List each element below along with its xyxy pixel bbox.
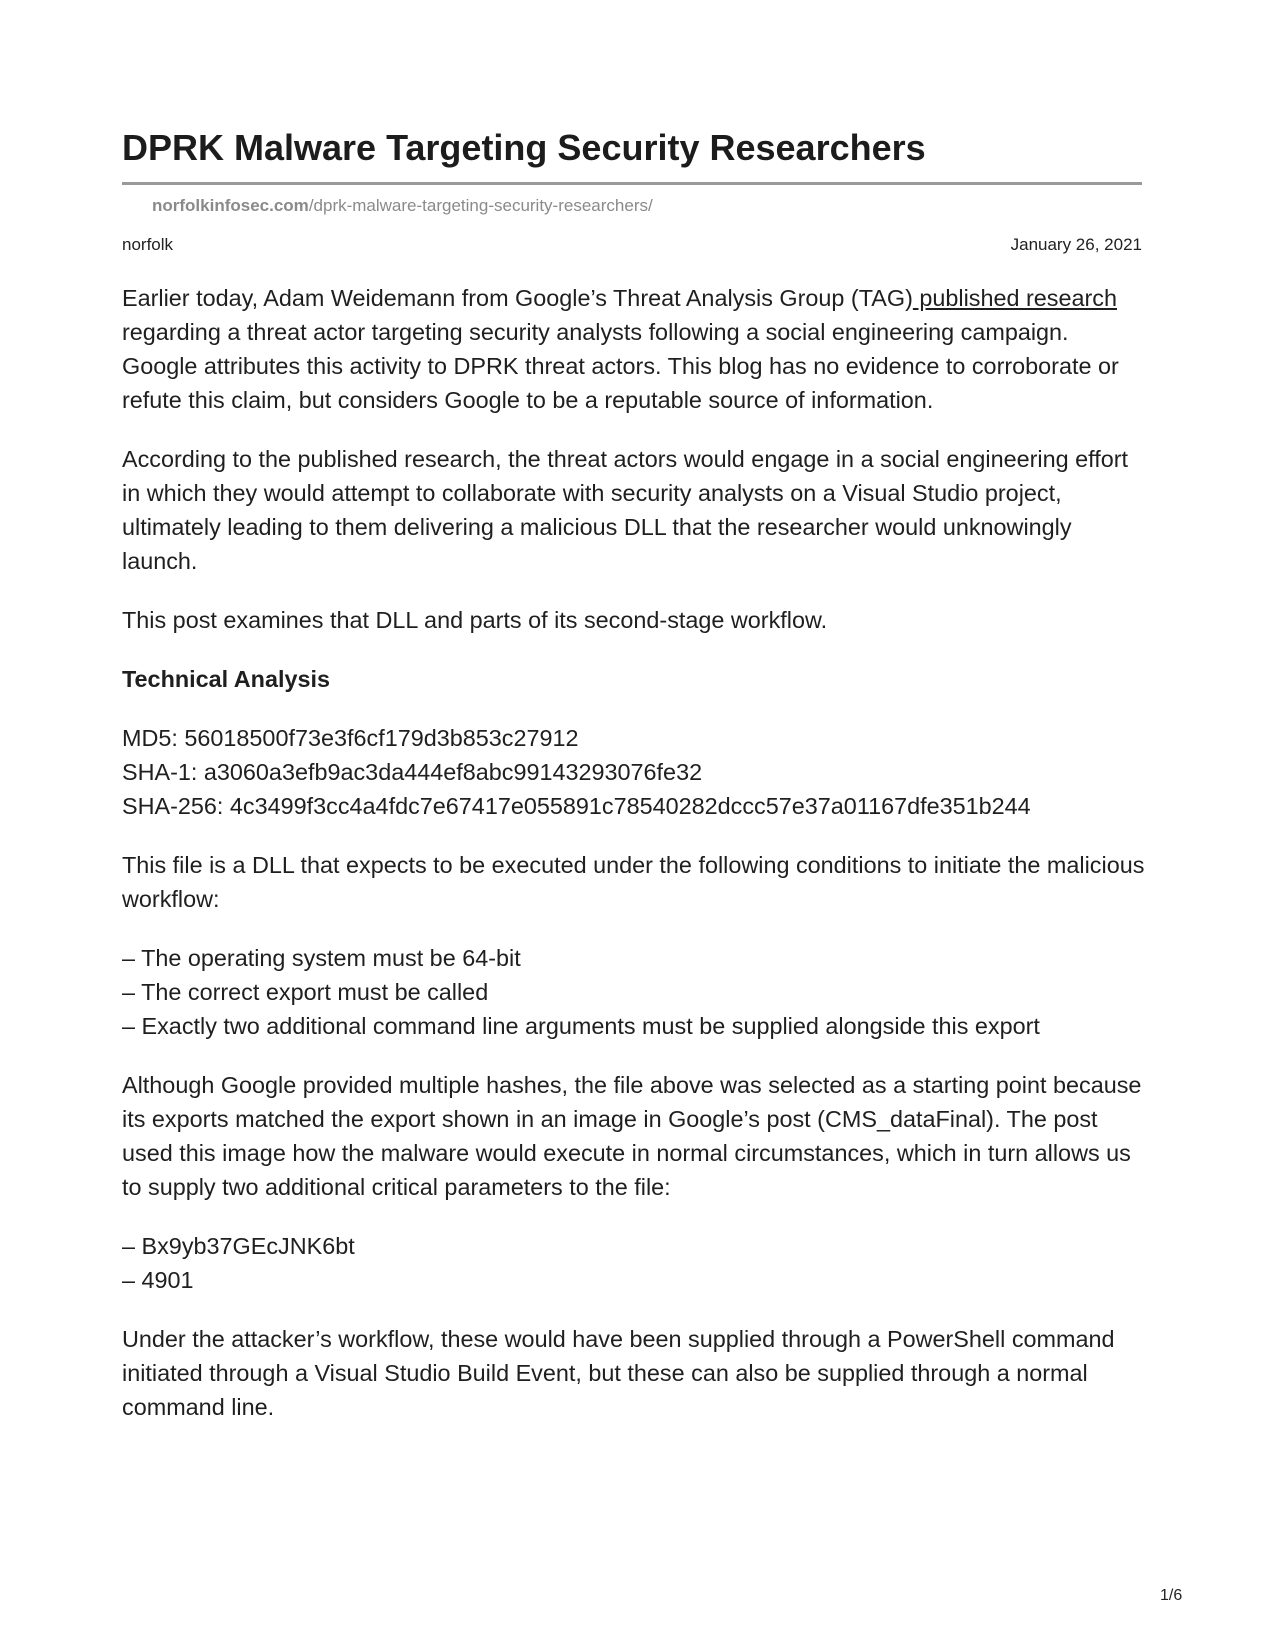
author-name: norfolk [122,235,174,254]
hash-md5: MD5: 56018500f73e3f6cf179d3b853c27912 [122,725,579,751]
paragraph-intro: Earlier today, Adam Weidemann from Google’s Threat Analysis Group (TAG) published research regarding a threat actor targeting security analysts following a social engineering campaign. Google attributes this activity to DPRK threat actors. This blog has no evidence to corroborate or refute this claim, but considers Google to be a reputable source of information. [122,285,1119,413]
paragraph-attacker-workflow: Under the attacker’s workflow, these would have been supplied through a PowerShell command initiated through a Visual Studio Build Event, but these can also be supplied through a normal command line. [122,1326,1115,1420]
parameter-list [122,1229,1147,1297]
condition-item: – The correct export must be called [122,979,489,1005]
hash-sha256: SHA-256: 4c3499f3cc4a4fdc7e67417e055891c78540282dccc57e37a01167dfe351b244 [122,793,1031,819]
hash-sha1: SHA-1: a3060a3efb9ac3da444ef8abc99143293076fe32 [122,759,703,785]
page-number: 1/6 [1160,1587,1183,1604]
title-divider [122,182,1142,185]
source-url-domain: norfolkinfosec.com [152,196,309,215]
parameter-item: – Bx9yb37GEcJNK6bt [122,1233,355,1259]
paragraph-social-engineering: According to the published research, the threat actors would engage in a social engineering effort in which they would attempt to collaborate with security analysts on a Visual Studio project, ultimately leading to them delivering a malicious DLL that the researcher would unknowingly launch. [122,446,1129,574]
published-research-link[interactable]: published research [912,285,1118,311]
article-body [122,281,1147,1449]
paragraph-hash-selection: Although Google provided multiple hashes, the file above was selected as a starting point because its exports matched the export shown in an image in Google’s post (CMS_dataFinal). The post used this image how the malware would execute in normal circumstances, which in turn allows us to supply two additional critical parameters to the file: [122,1072,1142,1200]
condition-item: – Exactly two additional command line arguments must be supplied alongside this export [122,1013,1040,1039]
condition-item: – The operating system must be 64-bit [122,945,521,971]
paragraph-dll-conditions: This file is a DLL that expects to be executed under the following conditions to initiate the malicious workflow: [122,852,1145,912]
article-title: DPRK Malware Targeting Security Researchers [122,127,926,168]
source-url-path: /dprk-malware-targeting-security-researchers/ [308,196,653,215]
source-url[interactable] [152,196,653,216]
publish-date: January 26, 2021 [1010,235,1142,254]
hash-list [122,721,1147,823]
section-heading-technical-analysis: Technical Analysis [122,666,331,692]
paragraph-scope: This post examines that DLL and parts of its second-stage workflow. [122,607,828,633]
condition-list [122,941,1147,1043]
parameter-item: – 4901 [122,1267,194,1293]
